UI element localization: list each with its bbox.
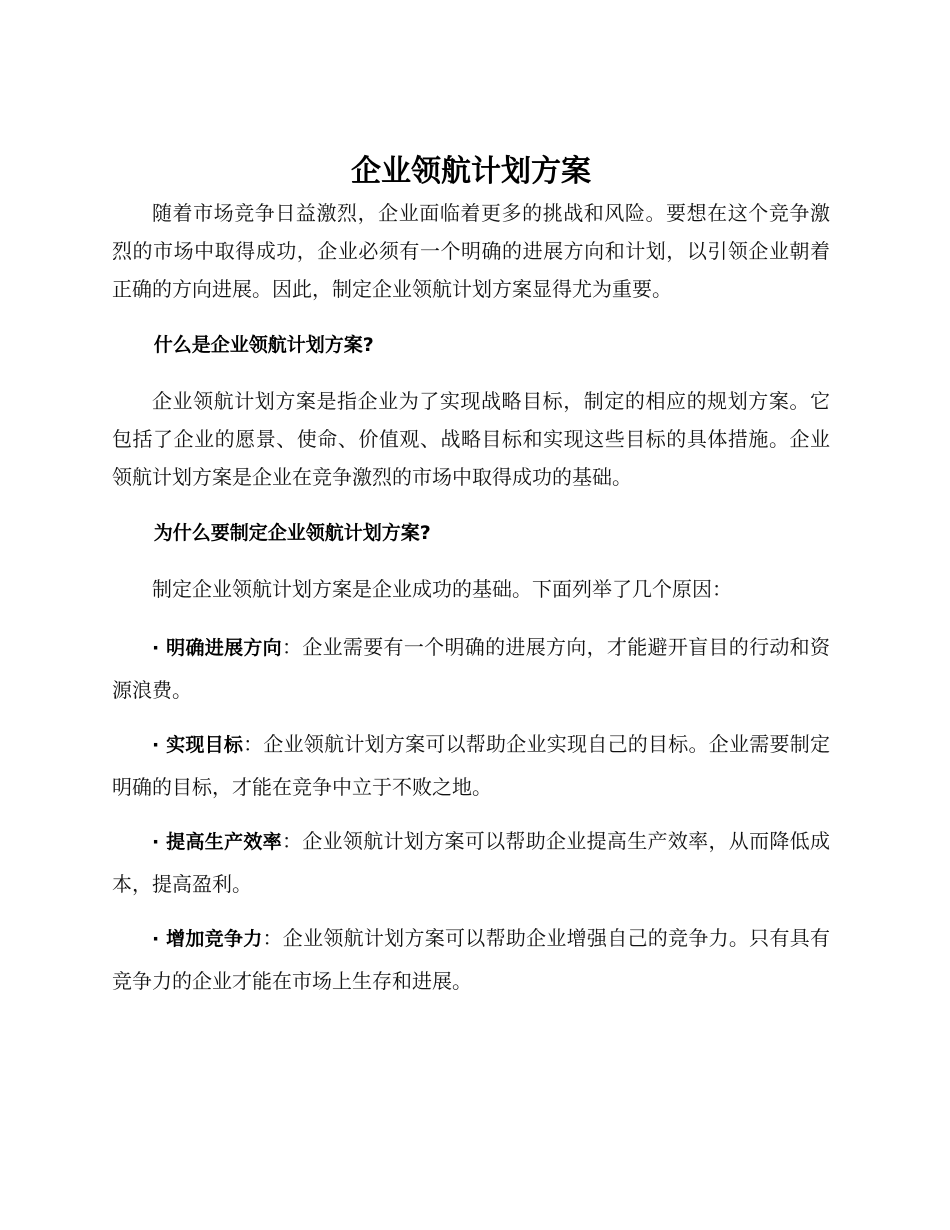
intro-paragraph: 随着市场竞争日益激烈，企业面临着更多的挑战和风险。要想在这个竞争激烈的市场中取得成功，企业必须有一个明确的进展方向和计划，以引领企业朝着正确的方向进展。因此，制定企业领航计划方案显得尤为重要。 bbox=[112, 201, 830, 301]
bullet-marker: · bbox=[152, 637, 167, 659]
document-title: 企业领航计划方案 bbox=[351, 154, 591, 189]
section-heading-what: 什么是企业领航计划方案? bbox=[153, 334, 374, 356]
bullet-term: 提高生产效率 bbox=[166, 831, 282, 853]
bullet-text: 企业领航计划方案可以帮助企业实现自己的目标。企业需要制定明确的目标，才能在竞争中立于不败之地。 bbox=[112, 732, 831, 799]
bullet-item-goals bbox=[112, 723, 830, 808]
bullet-separator: ： bbox=[282, 829, 303, 853]
section-body-why: 制定企业领航计划方案是企业成功的基础。下面列举了几个原因： bbox=[152, 577, 732, 601]
bullet-marker: · bbox=[152, 831, 167, 853]
bullet-term: 增加竞争力 bbox=[166, 928, 263, 950]
bullet-marker: · bbox=[152, 734, 167, 756]
bullet-item-efficiency bbox=[112, 820, 830, 905]
bullet-separator: ： bbox=[262, 926, 283, 950]
section-body-what: 企业领航计划方案是指企业为了实现战略目标，制定的相应的规划方案。它包括了企业的愿景、使命、价值观、战略目标和实现这些目标的具体措施。企业领航计划方案是企业在竞争激烈的市场中取得成功的基础。 bbox=[112, 389, 830, 489]
bullet-separator: ： bbox=[243, 732, 264, 756]
bullet-marker: · bbox=[152, 928, 167, 950]
section-heading-why: 为什么要制定企业领航计划方案? bbox=[153, 522, 431, 544]
bullet-text: 企业需要有一个明确的进展方向，才能避开盲目的行动和资源浪费。 bbox=[112, 635, 830, 702]
bullet-term: 明确进展方向 bbox=[166, 637, 282, 659]
document-page bbox=[112, 150, 830, 1002]
bullet-text: 企业领航计划方案可以帮助企业提高生产效率，从而降低成本，提高盈利。 bbox=[112, 829, 830, 896]
bullet-item-competitiveness bbox=[112, 917, 830, 1002]
bullet-text: 企业领航计划方案可以帮助企业增强自己的竞争力。只有具有竞争力的企业才能在市场上生存和进展。 bbox=[112, 926, 830, 993]
bullet-term: 实现目标 bbox=[166, 734, 244, 756]
bullet-item-direction bbox=[112, 626, 830, 711]
bullet-separator: ： bbox=[282, 635, 303, 659]
